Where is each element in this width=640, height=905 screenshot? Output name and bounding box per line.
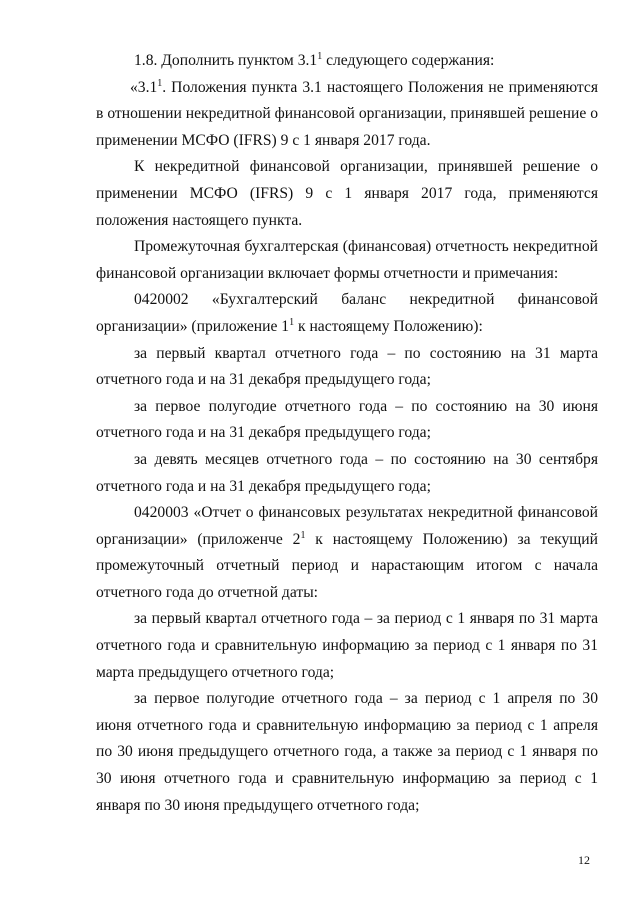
paragraph-4: Промежуточная бухгалтерская (финансовая) отчетность некредитной финансовой организации включает формы отчетности и примечания: <box>96 238 598 282</box>
paragraph-3: К некредитной финансовой организации, принявшей решение о применении МСФО (IFRS) 9 с 1 января 2017 года, применяются положения настоящего пункта. <box>96 158 598 229</box>
paragraph-11: за первое полугодие отчетного года – за период с 1 апреля по 30 июня отчетного года и сравнительную информацию за период с 1 апреля по 30 июня предыдущего отчетного года, а также за период с 1 января по 30 июня отчетного года и сравнительную информацию за период с 1 января по 30 июня предыдущего отчетного года; <box>96 690 598 814</box>
paragraph-7: за первое полугодие отчетного года – по состоянию на 30 июня отчетного года и на 31 декабря предыдущего года; <box>96 397 598 442</box>
paragraph-2: «$3.1^1$. Положения пункта 3.1 настоящего Положения не применяются в отношении некредитной финансовой организации, принявшей решение о применении МСФО (IFRS) 9 с 1 января 2017 года. <box>96 77 598 149</box>
document-body <box>96 48 598 819</box>
paragraph-1: 1.8. Дополнить пунктом $3.1^1$ следующего содержания: <box>134 51 495 69</box>
paragraph-9: 0420003 «Отчет о финансовых результатах некредитной финансовой организации» (приложенче $2^1$ к настоящему Положению) за текущий промежуточный отчетный период и нарастающим итогом с начала отчетного года до отчетной даты: <box>96 504 598 601</box>
paragraph-5: 0420002 «Бухгалтерский баланс некредитной финансовой организации» (приложение $1^1$ к настоящему Положению): <box>96 291 598 335</box>
paragraph-10: за первый квартал отчетного года – за период с 1 января по 31 марта отчетного года и сравнительную информацию за период с 1 января по 31 марта предыдущего отчетного года; <box>96 610 598 681</box>
page-number: 12 <box>578 853 590 867</box>
paragraph-6: за первый квартал отчетного года – по состоянию на 31 марта отчетного года и на 31 декабря предыдущего года; <box>96 344 598 389</box>
paragraph-8: за девять месяцев отчетного года – по состоянию на 30 сентября отчетного года и на 31 декабря предыдущего года; <box>96 450 598 495</box>
